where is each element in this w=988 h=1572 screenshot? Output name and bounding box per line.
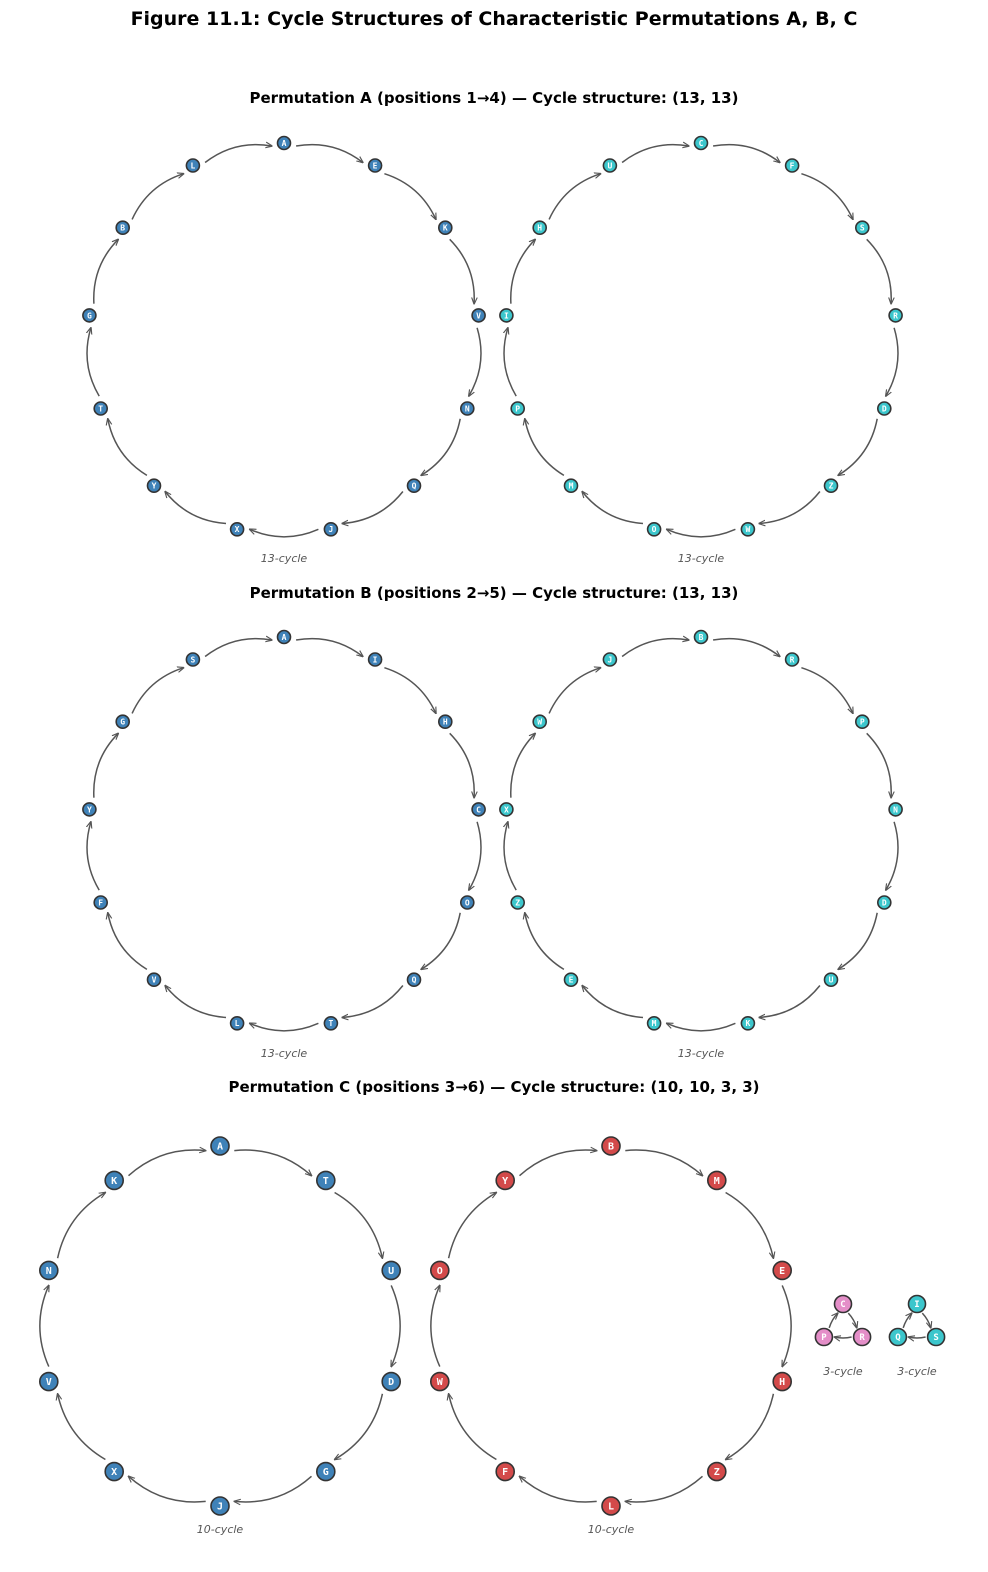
- cycle-node: [105, 1463, 123, 1481]
- cycle-node-label: L: [234, 1019, 240, 1029]
- cycle-node-label: V: [45, 1377, 52, 1389]
- cycle-node-label: U: [828, 975, 834, 985]
- cycle-node-label: Q: [895, 1333, 901, 1344]
- cycle-arrow: [582, 492, 643, 524]
- cycle-arrow: [421, 913, 460, 970]
- cycle-arrow: [713, 639, 780, 657]
- cycle-node: [472, 803, 485, 816]
- cycle-node-label: Q: [411, 975, 417, 985]
- cycle-arrow: [801, 174, 853, 220]
- cycle-node-label: T: [98, 404, 104, 414]
- cycle-arrow: [469, 822, 481, 890]
- cycle-node: [603, 159, 616, 172]
- cycle-node-label: F: [789, 161, 795, 171]
- cycle-node: [408, 479, 421, 492]
- cycle-arrow: [713, 145, 780, 163]
- cycle-node-label: X: [503, 805, 509, 815]
- cycle-node: [603, 653, 616, 666]
- cycle-node-label: I: [914, 1300, 920, 1311]
- cycle-node-label: X: [111, 1467, 118, 1479]
- cycle-node-label: X: [234, 525, 240, 535]
- cycle-node: [708, 1463, 726, 1481]
- panel-b-cycle-2: [500, 631, 902, 1061]
- cycle-node-label: F: [502, 1467, 509, 1479]
- cycle-node: [472, 309, 485, 322]
- cycle-node-label: B: [698, 632, 704, 642]
- cycle-node: [317, 1171, 335, 1189]
- cycle-arrow: [504, 328, 516, 396]
- cycle-node-label: C: [698, 138, 704, 148]
- cycle-arrow: [129, 1150, 206, 1176]
- cycle-node: [695, 137, 708, 150]
- cycle-node-label: K: [745, 1019, 751, 1029]
- cycle-node-label: P: [821, 1333, 827, 1344]
- cycle-node-label: Y: [86, 805, 92, 815]
- cycle-arrow: [622, 639, 689, 657]
- cycle-node-label: R: [859, 1333, 865, 1344]
- cycle-length-label: 10-cycle: [587, 1523, 635, 1536]
- cycle-node: [889, 1329, 906, 1346]
- cycle-node: [231, 523, 244, 536]
- cycle-node-label: Q: [411, 481, 417, 491]
- cycle-arrow: [504, 822, 516, 890]
- cycle-node: [278, 631, 291, 644]
- cycle-arrow: [886, 328, 898, 396]
- cycle-node: [602, 1137, 620, 1155]
- cycle-arrow: [421, 419, 460, 476]
- cycle-node: [856, 221, 869, 234]
- cycle-node-label: E: [372, 161, 378, 171]
- cycle-node-label: N: [893, 805, 899, 815]
- cycle-arrow: [391, 1285, 400, 1366]
- cycle-arrow: [342, 492, 403, 524]
- cycle-node: [382, 1261, 400, 1279]
- cycle-node: [500, 803, 513, 816]
- cycle-node-label: L: [190, 161, 196, 171]
- cycle-arrow: [342, 986, 403, 1018]
- cycle-arrow: [450, 239, 475, 303]
- cycle-node-label: E: [779, 1266, 786, 1277]
- cycle-arrow: [582, 986, 643, 1018]
- cycle-node: [854, 1329, 871, 1346]
- cycle-node: [565, 973, 578, 986]
- cycle-node-label: M: [568, 481, 574, 491]
- panel-c-cycle-1: [40, 1137, 400, 1536]
- cycle-node-label: C: [840, 1300, 846, 1311]
- cycle-node: [648, 523, 661, 536]
- panel-c-title: Permutation C (positions 3→6) — Cycle structure: (10, 10, 3, 3): [228, 1078, 760, 1096]
- cycle-node-label: V: [476, 311, 482, 321]
- cycle-arrow: [450, 733, 475, 797]
- cycle-node: [317, 1463, 335, 1481]
- cycle-node: [648, 1017, 661, 1030]
- cycle-node-label: B: [607, 1141, 615, 1153]
- cycle-arrow: [726, 1193, 774, 1259]
- cycle-arrow: [58, 1394, 106, 1460]
- cycle-node: [909, 1296, 926, 1313]
- cycle-node: [773, 1373, 791, 1391]
- cycle-node-label: A: [281, 632, 287, 642]
- cycle-node-label: G: [120, 717, 126, 727]
- cycle-arrow: [108, 913, 147, 970]
- cycle-arrow: [108, 419, 147, 476]
- cycle-arrow: [335, 1394, 383, 1460]
- cycle-node: [408, 973, 421, 986]
- cycle-node-label: W: [436, 1377, 443, 1389]
- cycle-arrow: [520, 1150, 597, 1176]
- cycle-node-label: A: [281, 138, 287, 148]
- cycle-arrow: [165, 492, 226, 524]
- cycle-node: [878, 402, 891, 415]
- cycle-node: [741, 523, 754, 536]
- cycle-arrow: [94, 239, 119, 303]
- cycle-arrow: [234, 1476, 311, 1502]
- cycle-node-label: C: [476, 805, 482, 815]
- cycle-arrow: [759, 492, 820, 524]
- cycle-arrow: [250, 529, 319, 537]
- cycle-node-label: M: [651, 1019, 657, 1029]
- cycle-node-label: U: [607, 161, 613, 171]
- cycle-node: [439, 221, 452, 234]
- panel-permutation-a: [83, 137, 902, 566]
- cycle-node: [773, 1261, 791, 1279]
- cycle-node: [786, 653, 799, 666]
- cycle-node: [148, 479, 161, 492]
- cycle-arrow: [903, 1313, 912, 1328]
- cycle-node-label: P: [515, 404, 521, 414]
- cycle-node: [695, 631, 708, 644]
- cycle-arrow: [384, 174, 436, 220]
- cycle-node-label: P: [859, 717, 865, 727]
- cycle-node-label: J: [328, 525, 334, 535]
- cycle-node-label: D: [388, 1377, 395, 1389]
- cycle-arrow: [908, 1337, 925, 1338]
- cycle-node: [431, 1373, 449, 1391]
- cycle-length-label: 13-cycle: [260, 552, 308, 565]
- cycle-node: [324, 1017, 337, 1030]
- cycle-node: [278, 137, 291, 150]
- cycle-node: [116, 715, 129, 728]
- panel-b-cycle-1: [83, 631, 485, 1061]
- cycle-node-label: G: [322, 1467, 329, 1479]
- cycle-node: [83, 803, 96, 816]
- cycle-node: [708, 1171, 726, 1189]
- panel-a-cycle-1: [83, 137, 485, 566]
- cycle-arrow: [87, 328, 99, 396]
- cycle-node-label: H: [442, 717, 448, 727]
- cycle-arrow: [129, 1476, 206, 1502]
- panel-c-cycle-2: [431, 1137, 791, 1536]
- cycle-node: [231, 1017, 244, 1030]
- cycle-node-label: H: [779, 1377, 786, 1389]
- cycle-node-label: M: [713, 1176, 720, 1187]
- cycle-node-label: S: [933, 1333, 939, 1344]
- cycle-node: [148, 973, 161, 986]
- cycle-node-label: N: [464, 404, 470, 414]
- cycle-arrow: [296, 145, 363, 163]
- cycle-arrow: [449, 1193, 497, 1259]
- cycle-node: [369, 159, 382, 172]
- cycle-arrow: [848, 1313, 857, 1328]
- cycle-node: [533, 221, 546, 234]
- cycle-node-label: O: [436, 1266, 443, 1277]
- cycle-arrow: [625, 1476, 702, 1502]
- cycle-node: [83, 309, 96, 322]
- cycle-node: [533, 715, 546, 728]
- cycle-arrow: [165, 986, 226, 1018]
- cycle-arrow: [384, 668, 436, 714]
- cycle-node-label: D: [881, 898, 887, 908]
- cycle-node: [815, 1329, 832, 1346]
- cycle-node: [856, 715, 869, 728]
- cycle-node-label: R: [789, 655, 795, 665]
- cycle-arrow: [549, 174, 601, 220]
- cycle-node: [500, 309, 513, 322]
- panel-a-cycle-2: [500, 137, 902, 566]
- cycle-arrow: [867, 239, 892, 303]
- cycle-arrow: [782, 1285, 791, 1366]
- cycle-arrow: [625, 1150, 702, 1176]
- cycle-length-label: 13-cycle: [260, 1047, 308, 1060]
- cycle-arrow: [834, 1337, 851, 1338]
- cycle-arrow: [250, 1023, 319, 1031]
- cycle-arrow: [520, 1476, 597, 1502]
- cycle-length-label: 13-cycle: [677, 552, 725, 565]
- cycle-node: [382, 1373, 400, 1391]
- cycle-node-label: N: [45, 1266, 52, 1277]
- cycle-arrow: [431, 1285, 440, 1366]
- cycle-arrow: [132, 174, 184, 220]
- cycle-node: [369, 653, 382, 666]
- cycle-arrow: [525, 419, 564, 476]
- cycle-node: [889, 309, 902, 322]
- cycle-node: [741, 1017, 754, 1030]
- cycle-node: [94, 896, 107, 909]
- cycle-node-label: F: [98, 898, 104, 908]
- cycle-arrow: [922, 1313, 931, 1328]
- cycle-arrow: [867, 733, 892, 797]
- cycle-node-label: L: [607, 1501, 615, 1513]
- cycle-arrow: [40, 1285, 49, 1366]
- cycle-arrow: [667, 1023, 736, 1031]
- cycle-node-label: K: [442, 223, 448, 233]
- cycle-arrow: [525, 913, 564, 970]
- cycle-node-label: W: [537, 717, 543, 727]
- panel-c-cycle-4: [889, 1296, 944, 1379]
- cycle-node: [116, 221, 129, 234]
- cycle-node-label: S: [859, 223, 865, 233]
- cycle-arrow: [511, 733, 536, 797]
- cycle-node: [211, 1137, 229, 1155]
- cycle-node: [825, 479, 838, 492]
- cycle-node-label: Z: [828, 481, 834, 491]
- cycle-node-label: J: [607, 655, 613, 665]
- cycle-node-label: H: [537, 223, 543, 233]
- cycle-node-label: Y: [151, 481, 157, 491]
- panel-a-title: Permutation A (positions 1→4) — Cycle structure: (13, 13): [249, 89, 739, 107]
- cycle-node-label: K: [111, 1176, 118, 1187]
- cycle-arrow: [801, 668, 853, 714]
- cycle-node-label: B: [120, 223, 126, 233]
- cycle-arrow: [726, 1394, 774, 1460]
- cycle-length-label: 3-cycle: [823, 1365, 863, 1378]
- cycle-node-label: J: [216, 1501, 224, 1513]
- cycle-arrow: [132, 668, 184, 714]
- cycle-node-label: W: [745, 525, 751, 535]
- cycle-node: [496, 1171, 514, 1189]
- cycle-length-label: 3-cycle: [897, 1365, 937, 1378]
- cycle-arrow: [205, 145, 272, 163]
- panel-c-cycle-3: [815, 1296, 870, 1379]
- cycle-node: [94, 402, 107, 415]
- cycle-arrow: [838, 419, 877, 476]
- cycle-node-label: I: [503, 311, 509, 321]
- panel-permutation-b: [83, 631, 902, 1061]
- cycle-node-label: I: [372, 655, 378, 665]
- cycle-arrow: [335, 1193, 383, 1259]
- figure-title: Figure 11.1: Cycle Structures of Characteristic Permutations A, B, C: [130, 8, 858, 30]
- cycle-node-label: U: [388, 1266, 395, 1277]
- cycle-node: [211, 1497, 229, 1515]
- cycle-node: [511, 896, 524, 909]
- cycle-node: [186, 159, 199, 172]
- cycle-node: [835, 1296, 852, 1313]
- cycle-arrow: [449, 1394, 497, 1460]
- cycle-arrow: [205, 639, 272, 657]
- panel-permutation-c: [40, 1137, 945, 1536]
- cycle-node: [324, 523, 337, 536]
- cycle-arrow: [838, 913, 877, 970]
- cycle-arrow: [58, 1193, 106, 1259]
- cycle-arrow: [469, 328, 481, 396]
- cycle-node: [878, 896, 891, 909]
- cycle-arrow: [94, 733, 119, 797]
- cycle-arrow: [549, 668, 601, 714]
- cycle-node: [825, 973, 838, 986]
- cycle-node-label: S: [190, 655, 196, 665]
- cycle-arrow: [886, 822, 898, 890]
- cycle-node: [439, 715, 452, 728]
- cycle-arrow: [622, 145, 689, 163]
- cycle-length-label: 13-cycle: [677, 1047, 725, 1060]
- cycle-node-label: Z: [713, 1467, 720, 1479]
- cycle-node: [40, 1373, 58, 1391]
- cycle-node-label: Y: [502, 1176, 509, 1187]
- cycle-node: [786, 159, 799, 172]
- cycle-node: [461, 402, 474, 415]
- cycle-arrow: [667, 529, 736, 537]
- cycle-arrow: [511, 239, 536, 303]
- cycle-node: [186, 653, 199, 666]
- cycle-node-label: A: [216, 1141, 224, 1153]
- cycle-arrow: [296, 639, 363, 657]
- cycle-node-label: T: [322, 1176, 329, 1187]
- cycle-node: [511, 402, 524, 415]
- cycle-arrow: [759, 986, 820, 1018]
- cycle-node-label: R: [893, 311, 899, 321]
- cycle-arrow: [829, 1313, 838, 1328]
- cycle-node: [928, 1329, 945, 1346]
- cycle-node-label: E: [568, 975, 574, 985]
- panel-b-title: Permutation B (positions 2→5) — Cycle structure: (13, 13): [249, 584, 739, 602]
- cycle-node: [105, 1171, 123, 1189]
- cycle-arrow: [234, 1150, 311, 1176]
- cycle-node: [40, 1261, 58, 1279]
- cycle-node: [496, 1463, 514, 1481]
- cycle-node: [602, 1497, 620, 1515]
- cycle-length-label: 10-cycle: [196, 1523, 244, 1536]
- cycle-node: [889, 803, 902, 816]
- cycle-node: [565, 479, 578, 492]
- cycle-node-label: O: [464, 898, 470, 908]
- cycle-node-label: Z: [515, 898, 521, 908]
- cycle-node-label: D: [881, 404, 887, 414]
- cycle-arrow: [87, 822, 99, 890]
- cycle-node-label: V: [151, 975, 157, 985]
- cycle-node-label: G: [86, 311, 92, 321]
- cycle-node-label: T: [328, 1019, 334, 1029]
- cycle-node: [431, 1261, 449, 1279]
- cycle-node: [461, 896, 474, 909]
- cycle-node-label: O: [651, 525, 657, 535]
